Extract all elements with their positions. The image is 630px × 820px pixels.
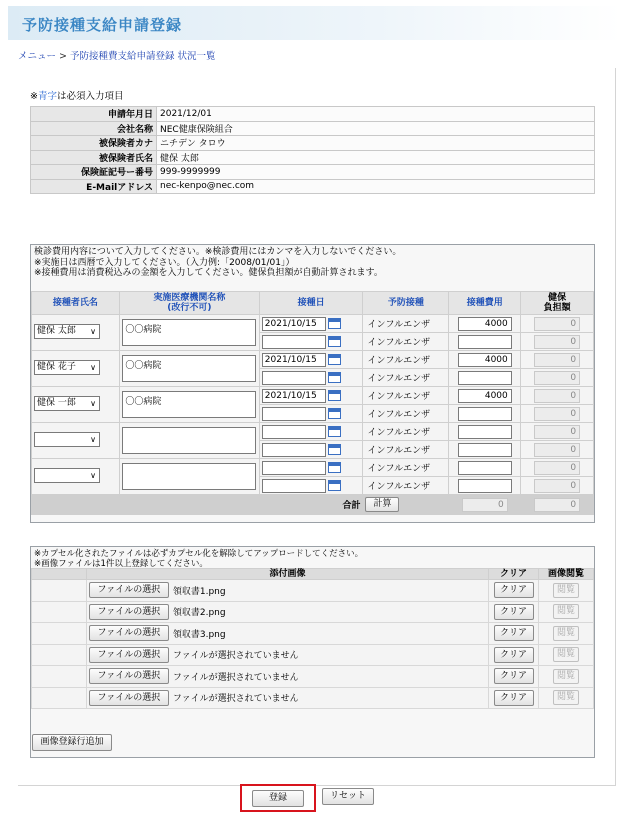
burden-cell: [521, 387, 594, 405]
applicant-value: nec-kenpo@nec.com: [157, 179, 595, 194]
burden-cell: [521, 351, 594, 369]
choose-file-button[interactable]: ファイルの選択: [89, 604, 169, 620]
burden-field: 0: [534, 389, 580, 403]
view-button[interactable]: 閲覧: [553, 626, 579, 641]
image-note: ※カプセル化されたファイルは必ずカプセル化を解除してアップロードしてください。: [34, 549, 364, 559]
clinic-input[interactable]: [122, 319, 256, 346]
header-burden-line2: 負担額: [543, 303, 571, 313]
page-title: 予防接種支給申請登録: [22, 16, 183, 34]
person-select[interactable]: [34, 396, 100, 411]
date-cell: [259, 441, 363, 459]
applicant-label: 申請年月日: [31, 107, 157, 122]
applicant-value: 999-9999999: [157, 165, 595, 180]
applicant-row: [31, 107, 595, 122]
header-cost: 接種費用: [449, 292, 521, 315]
burden-field: 0: [534, 443, 580, 457]
image-view-cell: [539, 666, 594, 688]
applicant-label: 被保険者カナ: [31, 136, 157, 151]
burden-field: 0: [534, 425, 580, 439]
clear-button[interactable]: クリア: [494, 604, 534, 620]
cost-input[interactable]: 4000: [458, 353, 512, 367]
applicant-value: 健保 太郎: [157, 150, 595, 165]
required-note: [30, 88, 124, 102]
header-burden-line1: 健保: [548, 293, 567, 303]
header-burden: [521, 292, 594, 315]
file-name: ファイルが選択されていません: [172, 694, 299, 705]
date-input[interactable]: [262, 479, 326, 493]
date-cell: [259, 315, 363, 333]
clear-button[interactable]: クリア: [494, 647, 534, 663]
chevron-down-icon: ∨: [90, 470, 96, 480]
image-row-blank: [32, 601, 87, 623]
clinic-input-value: 〇〇病院: [125, 325, 162, 335]
image-row-blank: [32, 623, 87, 645]
image-view-cell: [539, 623, 594, 645]
total-row: [32, 495, 594, 515]
cost-cell: [449, 477, 521, 495]
applicant-label: 保険証記号ー番号: [31, 165, 157, 180]
vaccine-type: インフルエンザ: [363, 441, 449, 459]
clinic-cell: [119, 387, 259, 423]
burden-cell: [521, 459, 594, 477]
burden-field: 0: [534, 407, 580, 421]
vaccine-type: インフルエンザ: [363, 351, 449, 369]
date-input[interactable]: [262, 371, 326, 385]
image-row-blank: [32, 644, 87, 666]
clinic-cell: [119, 315, 259, 351]
calendar-icon[interactable]: [328, 372, 341, 383]
image-row: [32, 666, 594, 688]
calendar-icon[interactable]: [328, 390, 341, 401]
person-cell: [32, 315, 120, 351]
image-row: [32, 644, 594, 666]
burden-cell: [521, 477, 594, 495]
image-table: [31, 568, 594, 709]
file-name: 領収書3.png: [172, 629, 226, 640]
burden-cell: [521, 405, 594, 423]
person-select[interactable]: [34, 324, 100, 339]
image-clear-cell: [489, 687, 539, 709]
image-row-blank: [32, 580, 87, 602]
person-cell: [32, 351, 120, 387]
image-file-cell: [86, 644, 488, 666]
image-row: [32, 601, 594, 623]
choose-file-button[interactable]: ファイルの選択: [89, 625, 169, 641]
total-cost: 0: [462, 498, 508, 512]
required-note-prefix: ※: [30, 91, 38, 102]
cost-cell: [449, 423, 521, 441]
file-name: ファイルが選択されていません: [172, 651, 299, 662]
clinic-cell: [119, 423, 259, 459]
clinic-input[interactable]: [122, 391, 256, 418]
image-row: [32, 623, 594, 645]
choose-file-button[interactable]: ファイルの選択: [89, 690, 169, 706]
person-cell: [32, 459, 120, 495]
image-view-cell: [539, 580, 594, 602]
person-cell: [32, 423, 120, 459]
header-clinic-line2: (改行不可): [167, 303, 212, 313]
clear-button[interactable]: クリア: [494, 690, 534, 706]
cost-cell: [449, 351, 521, 369]
calendar-icon[interactable]: [328, 354, 341, 365]
vaccine-type: インフルエンザ: [363, 315, 449, 333]
image-file-cell: [86, 601, 488, 623]
calendar-icon[interactable]: [328, 336, 341, 347]
cost-cell: [449, 441, 521, 459]
burden-cell: [521, 333, 594, 351]
vaccination-note: ※実施日は西暦で入力してください。（入力例:「2008/01/01」）: [34, 257, 295, 268]
vaccination-row: [32, 351, 594, 369]
view-button[interactable]: 閲覧: [553, 647, 579, 662]
cost-input[interactable]: 4000: [458, 389, 512, 403]
cost-input[interactable]: [458, 425, 512, 439]
date-input[interactable]: [262, 461, 326, 475]
image-header-view: 画像閲覧: [539, 569, 594, 580]
header-date: 接種日: [259, 292, 363, 315]
cost-cell: [449, 369, 521, 387]
burden-field: 0: [534, 371, 580, 385]
date-cell: [259, 459, 363, 477]
vaccination-row: [32, 459, 594, 477]
clinic-input-value: 〇〇病院: [125, 397, 162, 407]
chevron-down-icon: ∨: [90, 434, 96, 444]
title-bar: [8, 6, 622, 40]
cost-cell: [449, 333, 521, 351]
applicant-row: [31, 136, 595, 151]
vaccination-table: [31, 291, 594, 515]
image-file-cell: [86, 687, 488, 709]
applicant-value: 2021/12/01: [157, 107, 595, 122]
burden-field: 0: [534, 479, 580, 493]
vaccine-type: インフルエンザ: [363, 459, 449, 477]
calendar-icon[interactable]: [328, 318, 341, 329]
date-cell: [259, 405, 363, 423]
burden-field: 0: [534, 461, 580, 475]
date-cell: [259, 351, 363, 369]
applicant-row: [31, 121, 595, 136]
burden-cell: [521, 441, 594, 459]
vaccine-type: インフルエンザ: [363, 333, 449, 351]
person-cell: [32, 387, 120, 423]
image-file-cell: [86, 666, 488, 688]
cost-cell: [449, 459, 521, 477]
file-name: ファイルが選択されていません: [172, 672, 299, 683]
burden-cell: [521, 369, 594, 387]
applicant-row: [31, 150, 595, 165]
cost-input[interactable]: [458, 479, 512, 493]
date-input[interactable]: 2021/10/15: [262, 353, 326, 367]
cost-input[interactable]: [458, 407, 512, 421]
clinic-cell: [119, 459, 259, 495]
image-row: [32, 580, 594, 602]
required-note-text: は必須入力項目: [56, 91, 124, 102]
calculate-button[interactable]: 計算: [365, 497, 399, 512]
chevron-down-icon: ∨: [90, 362, 96, 372]
cost-input[interactable]: [458, 443, 512, 457]
applicant-label: E-Mailアドレス: [31, 179, 157, 194]
person-select[interactable]: [34, 468, 100, 483]
vaccination-note: ※接種費用は消費税込みの金額を入力してください。健保負担額が自動計算されます。: [34, 268, 383, 278]
breadcrumb-current-link[interactable]: 予防接種費支給申請登録 状況一覧: [70, 51, 216, 62]
breadcrumb-separator: >: [56, 51, 71, 62]
cost-input[interactable]: [458, 371, 512, 385]
calendar-icon[interactable]: [328, 408, 341, 419]
person-select[interactable]: [34, 360, 100, 375]
cost-input[interactable]: 4000: [458, 317, 512, 331]
applicant-info-table: [30, 106, 595, 194]
image-header-blank: [32, 569, 87, 580]
applicant-label: 会社名称: [31, 121, 157, 136]
cost-cell: [449, 315, 521, 333]
date-input[interactable]: [262, 407, 326, 421]
chevron-down-icon: ∨: [90, 398, 96, 408]
applicant-label: 被保険者氏名: [31, 150, 157, 165]
breadcrumb-menu-link[interactable]: メニュー: [18, 51, 57, 62]
person-select[interactable]: [34, 432, 100, 447]
image-header-attach: 添付画像: [86, 569, 488, 580]
choose-file-button[interactable]: ファイルの選択: [89, 647, 169, 663]
file-name: 領収書1.png: [172, 586, 226, 597]
total-label: 合計: [32, 495, 363, 515]
header-clinic-line1: 実施医療機関名称: [153, 293, 226, 303]
date-input[interactable]: 2021/10/15: [262, 317, 326, 331]
required-note-blue: 青字: [37, 91, 57, 102]
date-cell: [259, 423, 363, 441]
applicant-row: [31, 179, 595, 194]
burden-cell: [521, 315, 594, 333]
image-row-blank: [32, 666, 87, 688]
vaccine-type: インフルエンザ: [363, 405, 449, 423]
burden-field: 0: [534, 317, 580, 331]
view-button[interactable]: 閲覧: [553, 604, 579, 619]
burden-field: 0: [534, 353, 580, 367]
clinic-input[interactable]: [122, 427, 256, 454]
clinic-input[interactable]: [122, 463, 256, 490]
calendar-icon[interactable]: [328, 480, 341, 491]
vaccination-row: [32, 387, 594, 405]
person-select-value: 健保 太郎: [37, 325, 76, 336]
breadcrumb: [18, 48, 216, 62]
view-button[interactable]: 閲覧: [553, 690, 579, 705]
date-cell: [259, 369, 363, 387]
date-input[interactable]: [262, 425, 326, 439]
cost-input[interactable]: [458, 461, 512, 475]
applicant-row: [31, 165, 595, 180]
image-row-blank: [32, 687, 87, 709]
date-input[interactable]: [262, 443, 326, 457]
header-person: 接種者氏名: [32, 292, 120, 315]
header-type: 予防接種: [363, 292, 449, 315]
register-button[interactable]: 登録: [252, 790, 304, 807]
burden-field: 0: [534, 335, 580, 349]
clinic-cell: [119, 351, 259, 387]
image-row: [32, 687, 594, 709]
image-view-cell: [539, 644, 594, 666]
view-button[interactable]: 閲覧: [553, 669, 579, 684]
person-select-value: 健保 花子: [37, 361, 76, 372]
cost-cell: [449, 387, 521, 405]
image-clear-cell: [489, 601, 539, 623]
calendar-icon[interactable]: [328, 444, 341, 455]
date-input[interactable]: [262, 335, 326, 349]
cost-input[interactable]: [458, 335, 512, 349]
vaccination-row: [32, 315, 594, 333]
clear-button[interactable]: クリア: [494, 668, 534, 684]
total-burden-cell: [521, 495, 594, 515]
calendar-icon[interactable]: [328, 426, 341, 437]
image-view-cell: [539, 601, 594, 623]
calendar-icon[interactable]: [328, 462, 341, 473]
vaccine-type: インフルエンザ: [363, 477, 449, 495]
choose-file-button[interactable]: ファイルの選択: [89, 582, 169, 598]
clear-button[interactable]: クリア: [494, 625, 534, 641]
image-clear-cell: [489, 666, 539, 688]
date-cell: [259, 477, 363, 495]
image-view-cell: [539, 687, 594, 709]
applicant-value: NEC健康保険組合: [157, 121, 595, 136]
choose-file-button[interactable]: ファイルの選択: [89, 668, 169, 684]
date-cell: [259, 387, 363, 405]
vaccine-type: インフルエンザ: [363, 369, 449, 387]
image-file-cell: [86, 580, 488, 602]
image-clear-cell: [489, 580, 539, 602]
clear-button[interactable]: クリア: [494, 582, 534, 598]
add-image-row-button[interactable]: 画像登録行追加: [32, 734, 112, 751]
date-input[interactable]: 2021/10/15: [262, 389, 326, 403]
vaccine-type: インフルエンザ: [363, 423, 449, 441]
image-note: ※画像ファイルは1件以上登録してください。: [34, 559, 208, 569]
calc-cell: [363, 495, 449, 515]
vaccine-type: インフルエンザ: [363, 387, 449, 405]
clinic-input[interactable]: [122, 355, 256, 382]
total-cost-cell: [449, 495, 521, 515]
applicant-value: ニチデン タロウ: [157, 136, 595, 151]
burden-cell: [521, 423, 594, 441]
date-cell: [259, 333, 363, 351]
reset-button[interactable]: リセット: [322, 788, 374, 805]
image-file-cell: [86, 623, 488, 645]
image-clear-cell: [489, 644, 539, 666]
file-name: 領収書2.png: [172, 608, 226, 619]
image-clear-cell: [489, 623, 539, 645]
register-highlight: [240, 784, 316, 812]
header-clinic: [119, 292, 259, 315]
image-header-clear: クリア: [489, 569, 539, 580]
clinic-input-value: 〇〇病院: [125, 361, 162, 371]
vaccination-note: 検診費用内容について入力してください。※検診費用にはカンマを入力しないでください。: [34, 247, 402, 257]
image-notes: [34, 549, 363, 569]
vaccination-row: [32, 423, 594, 441]
view-button[interactable]: 閲覧: [553, 583, 579, 598]
person-select-value: 健保 一郎: [37, 397, 76, 408]
chevron-down-icon: ∨: [90, 326, 96, 336]
total-burden: 0: [534, 498, 580, 512]
vaccination-notes: [34, 247, 401, 279]
cost-cell: [449, 405, 521, 423]
